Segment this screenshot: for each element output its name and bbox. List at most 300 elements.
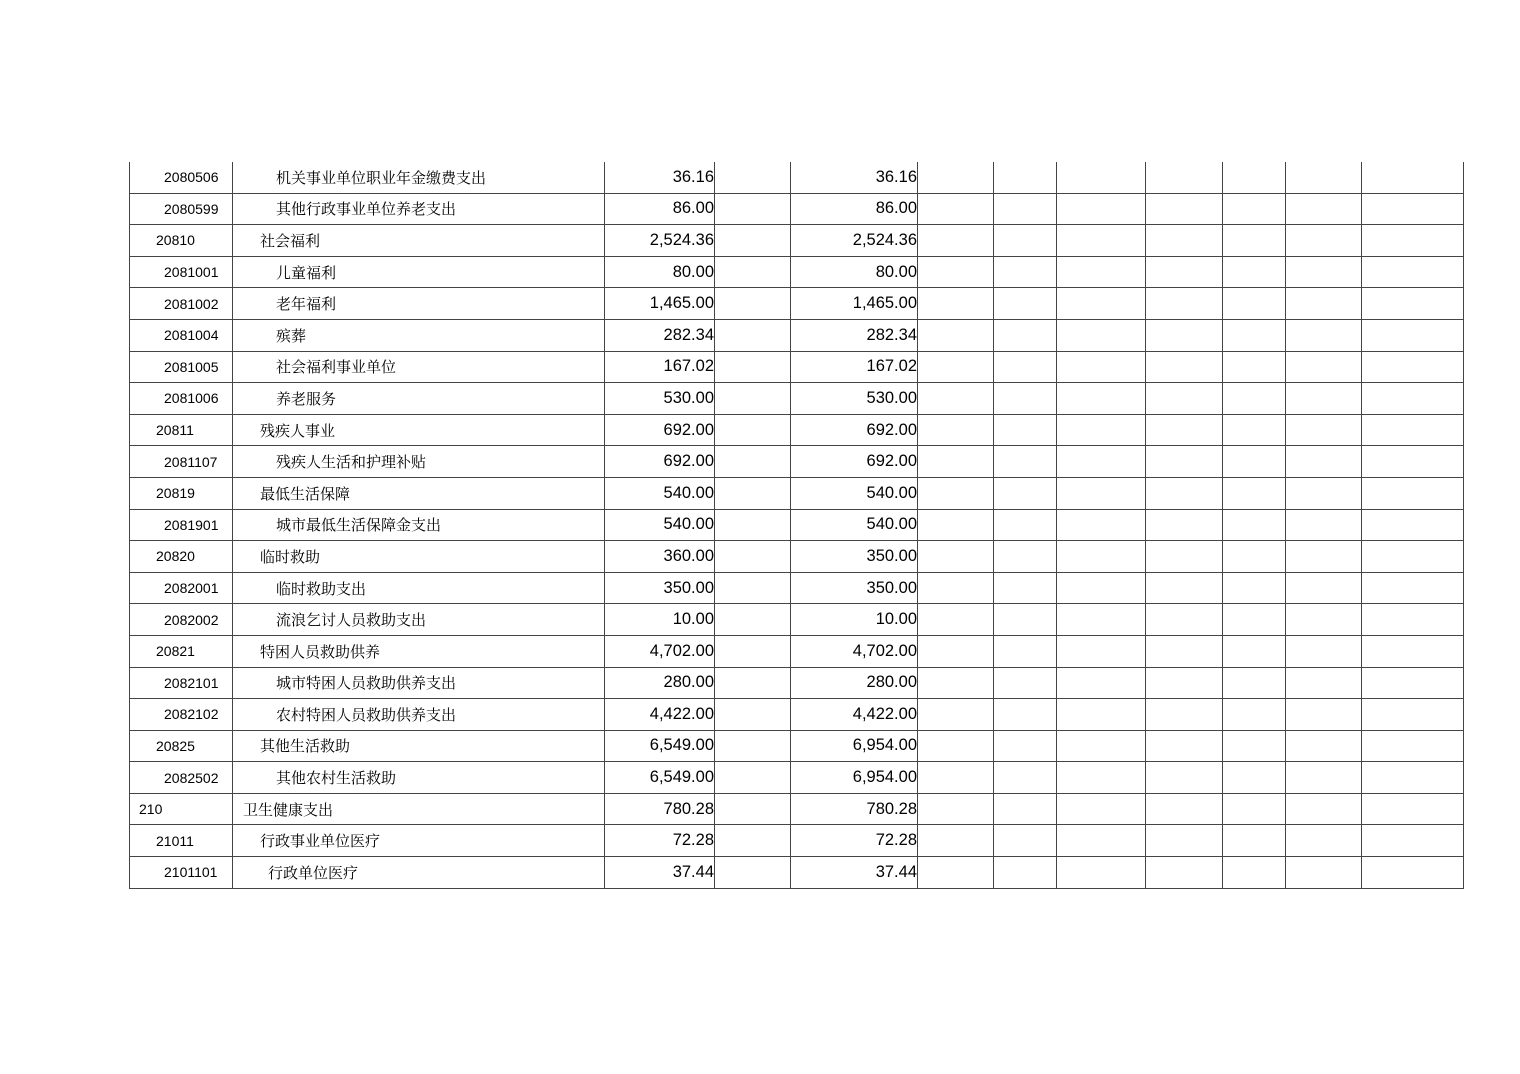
empty-cell bbox=[1286, 699, 1362, 731]
amount-total-cell: 4,422.00 bbox=[605, 699, 715, 731]
empty-cell bbox=[1223, 446, 1286, 478]
empty-cell bbox=[1286, 762, 1362, 794]
empty-cell bbox=[918, 162, 994, 193]
amount-total-cell: 4,702.00 bbox=[605, 635, 715, 667]
subject-code-cell: 2081006 bbox=[130, 383, 233, 415]
empty-cell bbox=[994, 825, 1057, 857]
amount-detail-cell: 530.00 bbox=[791, 383, 918, 415]
amount-detail-cell: 10.00 bbox=[791, 604, 918, 636]
amount-total-cell: 10.00 bbox=[605, 604, 715, 636]
empty-cell bbox=[1057, 256, 1146, 288]
empty-cell bbox=[1223, 635, 1286, 667]
empty-cell bbox=[994, 351, 1057, 383]
empty-cell bbox=[1286, 857, 1362, 889]
empty-cell bbox=[715, 351, 791, 383]
empty-cell bbox=[1057, 541, 1146, 573]
empty-cell bbox=[1286, 256, 1362, 288]
subject-code-cell: 2081005 bbox=[130, 351, 233, 383]
empty-cell bbox=[715, 256, 791, 288]
empty-cell bbox=[1286, 193, 1362, 225]
empty-cell bbox=[1362, 699, 1464, 731]
empty-cell bbox=[1362, 667, 1464, 699]
amount-total-cell: 540.00 bbox=[605, 477, 715, 509]
empty-cell bbox=[1223, 288, 1286, 320]
subject-code-cell: 2081901 bbox=[130, 509, 233, 541]
amount-detail-cell: 86.00 bbox=[791, 193, 918, 225]
empty-cell bbox=[918, 193, 994, 225]
empty-cell bbox=[994, 383, 1057, 415]
empty-cell bbox=[715, 825, 791, 857]
subject-code-cell: 20825 bbox=[130, 730, 233, 762]
empty-cell bbox=[1146, 383, 1223, 415]
empty-cell bbox=[918, 635, 994, 667]
subject-code-cell: 20810 bbox=[130, 225, 233, 257]
empty-cell bbox=[1286, 541, 1362, 573]
empty-cell bbox=[715, 319, 791, 351]
empty-cell bbox=[1362, 162, 1464, 193]
subject-code-cell: 2082002 bbox=[130, 604, 233, 636]
empty-cell bbox=[1223, 162, 1286, 193]
empty-cell bbox=[1057, 699, 1146, 731]
empty-cell bbox=[1286, 825, 1362, 857]
empty-cell bbox=[1057, 793, 1146, 825]
amount-detail-cell: 37.44 bbox=[791, 857, 918, 889]
empty-cell bbox=[994, 509, 1057, 541]
amount-total-cell: 37.44 bbox=[605, 857, 715, 889]
amount-detail-cell: 350.00 bbox=[791, 541, 918, 573]
empty-cell bbox=[715, 225, 791, 257]
amount-total-cell: 167.02 bbox=[605, 351, 715, 383]
table-row bbox=[130, 162, 1464, 193]
empty-cell bbox=[1223, 477, 1286, 509]
subject-name-cell: 临时救助 bbox=[233, 541, 605, 573]
empty-cell bbox=[1057, 162, 1146, 193]
empty-cell bbox=[1286, 477, 1362, 509]
empty-cell bbox=[1223, 762, 1286, 794]
empty-cell bbox=[715, 477, 791, 509]
empty-cell bbox=[1362, 319, 1464, 351]
empty-cell bbox=[1146, 699, 1223, 731]
empty-cell bbox=[1057, 825, 1146, 857]
empty-cell bbox=[1223, 730, 1286, 762]
table-row bbox=[130, 762, 1464, 794]
empty-cell bbox=[918, 319, 994, 351]
empty-cell bbox=[715, 572, 791, 604]
empty-cell bbox=[1146, 730, 1223, 762]
empty-cell bbox=[1223, 699, 1286, 731]
amount-total-cell: 540.00 bbox=[605, 509, 715, 541]
table-row bbox=[130, 477, 1464, 509]
table-row bbox=[130, 635, 1464, 667]
empty-cell bbox=[1057, 572, 1146, 604]
amount-detail-cell: 540.00 bbox=[791, 509, 918, 541]
subject-name-cell: 流浪乞讨人员救助支出 bbox=[233, 604, 605, 636]
empty-cell bbox=[994, 667, 1057, 699]
empty-cell bbox=[918, 793, 994, 825]
budget-expenditure-table bbox=[129, 162, 1464, 889]
table-row bbox=[130, 225, 1464, 257]
table-row bbox=[130, 383, 1464, 415]
empty-cell bbox=[1146, 793, 1223, 825]
empty-cell bbox=[1286, 604, 1362, 636]
empty-cell bbox=[994, 256, 1057, 288]
amount-detail-cell: 780.28 bbox=[791, 793, 918, 825]
table-row bbox=[130, 699, 1464, 731]
subject-name-cell: 残疾人生活和护理补贴 bbox=[233, 446, 605, 478]
empty-cell bbox=[1146, 193, 1223, 225]
empty-cell bbox=[1057, 193, 1146, 225]
subject-name-cell: 临时救助支出 bbox=[233, 572, 605, 604]
empty-cell bbox=[994, 635, 1057, 667]
empty-cell bbox=[918, 857, 994, 889]
amount-total-cell: 2,524.36 bbox=[605, 225, 715, 257]
empty-cell bbox=[1223, 572, 1286, 604]
empty-cell bbox=[918, 667, 994, 699]
subject-code-cell: 21011 bbox=[130, 825, 233, 857]
empty-cell bbox=[1362, 635, 1464, 667]
amount-detail-cell: 1,465.00 bbox=[791, 288, 918, 320]
subject-name-cell: 养老服务 bbox=[233, 383, 605, 415]
table-row bbox=[130, 288, 1464, 320]
table-row bbox=[130, 351, 1464, 383]
subject-name-cell: 残疾人事业 bbox=[233, 414, 605, 446]
amount-total-cell: 72.28 bbox=[605, 825, 715, 857]
subject-name-cell: 儿童福利 bbox=[233, 256, 605, 288]
empty-cell bbox=[994, 762, 1057, 794]
empty-cell bbox=[994, 793, 1057, 825]
empty-cell bbox=[1362, 825, 1464, 857]
empty-cell bbox=[1286, 509, 1362, 541]
amount-total-cell: 530.00 bbox=[605, 383, 715, 415]
empty-cell bbox=[715, 541, 791, 573]
empty-cell bbox=[994, 319, 1057, 351]
empty-cell bbox=[1057, 446, 1146, 478]
subject-name-cell: 其他生活救助 bbox=[233, 730, 605, 762]
subject-code-cell: 20820 bbox=[130, 541, 233, 573]
empty-cell bbox=[918, 825, 994, 857]
empty-cell bbox=[715, 162, 791, 193]
table-row bbox=[130, 193, 1464, 225]
empty-cell bbox=[1286, 446, 1362, 478]
amount-detail-cell: 2,524.36 bbox=[791, 225, 918, 257]
empty-cell bbox=[1286, 667, 1362, 699]
subject-code-cell: 20811 bbox=[130, 414, 233, 446]
empty-cell bbox=[1223, 509, 1286, 541]
empty-cell bbox=[1223, 256, 1286, 288]
empty-cell bbox=[1057, 288, 1146, 320]
empty-cell bbox=[918, 699, 994, 731]
subject-name-cell: 卫生健康支出 bbox=[233, 793, 605, 825]
empty-cell bbox=[715, 509, 791, 541]
empty-cell bbox=[918, 288, 994, 320]
empty-cell bbox=[1057, 667, 1146, 699]
empty-cell bbox=[994, 162, 1057, 193]
empty-cell bbox=[1057, 762, 1146, 794]
subject-name-cell: 其他行政事业单位养老支出 bbox=[233, 193, 605, 225]
empty-cell bbox=[1362, 446, 1464, 478]
amount-detail-cell: 6,954.00 bbox=[791, 730, 918, 762]
empty-cell bbox=[1146, 857, 1223, 889]
empty-cell bbox=[1057, 604, 1146, 636]
amount-detail-cell: 72.28 bbox=[791, 825, 918, 857]
empty-cell bbox=[1286, 730, 1362, 762]
empty-cell bbox=[1223, 604, 1286, 636]
table-row bbox=[130, 730, 1464, 762]
subject-code-cell: 2081002 bbox=[130, 288, 233, 320]
subject-name-cell: 特困人员救助供养 bbox=[233, 635, 605, 667]
empty-cell bbox=[994, 730, 1057, 762]
subject-name-cell: 社会福利事业单位 bbox=[233, 351, 605, 383]
empty-cell bbox=[1146, 635, 1223, 667]
empty-cell bbox=[1146, 225, 1223, 257]
empty-cell bbox=[994, 225, 1057, 257]
subject-name-cell: 城市最低生活保障金支出 bbox=[233, 509, 605, 541]
table-row bbox=[130, 572, 1464, 604]
empty-cell bbox=[1362, 256, 1464, 288]
empty-cell bbox=[918, 414, 994, 446]
empty-cell bbox=[1057, 730, 1146, 762]
empty-cell bbox=[1362, 414, 1464, 446]
amount-total-cell: 80.00 bbox=[605, 256, 715, 288]
amount-detail-cell: 282.34 bbox=[791, 319, 918, 351]
table-row bbox=[130, 667, 1464, 699]
empty-cell bbox=[918, 383, 994, 415]
empty-cell bbox=[715, 414, 791, 446]
empty-cell bbox=[1223, 667, 1286, 699]
subject-name-cell: 社会福利 bbox=[233, 225, 605, 257]
empty-cell bbox=[994, 572, 1057, 604]
subject-code-cell: 2080506 bbox=[130, 162, 233, 193]
empty-cell bbox=[918, 572, 994, 604]
empty-cell bbox=[918, 351, 994, 383]
table-row bbox=[130, 414, 1464, 446]
amount-detail-cell: 6,954.00 bbox=[791, 762, 918, 794]
empty-cell bbox=[715, 793, 791, 825]
empty-cell bbox=[994, 604, 1057, 636]
subject-name-cell: 机关事业单位职业年金缴费支出 bbox=[233, 162, 605, 193]
empty-cell bbox=[1286, 351, 1362, 383]
empty-cell bbox=[1223, 383, 1286, 415]
empty-cell bbox=[1223, 351, 1286, 383]
subject-code-cell: 2080599 bbox=[130, 193, 233, 225]
empty-cell bbox=[918, 509, 994, 541]
subject-name-cell: 殡葬 bbox=[233, 319, 605, 351]
empty-cell bbox=[1362, 793, 1464, 825]
empty-cell bbox=[1362, 857, 1464, 889]
empty-cell bbox=[1362, 730, 1464, 762]
empty-cell bbox=[1146, 446, 1223, 478]
amount-detail-cell: 692.00 bbox=[791, 414, 918, 446]
empty-cell bbox=[1223, 225, 1286, 257]
empty-cell bbox=[715, 383, 791, 415]
empty-cell bbox=[994, 477, 1057, 509]
empty-cell bbox=[994, 699, 1057, 731]
empty-cell bbox=[1286, 225, 1362, 257]
subject-code-cell: 210 bbox=[130, 793, 233, 825]
subject-code-cell: 2101101 bbox=[130, 857, 233, 889]
empty-cell bbox=[1362, 288, 1464, 320]
amount-total-cell: 692.00 bbox=[605, 446, 715, 478]
empty-cell bbox=[715, 762, 791, 794]
subject-code-cell: 20819 bbox=[130, 477, 233, 509]
empty-cell bbox=[1146, 509, 1223, 541]
empty-cell bbox=[715, 857, 791, 889]
empty-cell bbox=[1286, 793, 1362, 825]
subject-name-cell: 老年福利 bbox=[233, 288, 605, 320]
subject-name-cell: 最低生活保障 bbox=[233, 477, 605, 509]
amount-detail-cell: 80.00 bbox=[791, 256, 918, 288]
empty-cell bbox=[1286, 319, 1362, 351]
table-body bbox=[130, 162, 1464, 888]
empty-cell bbox=[1362, 541, 1464, 573]
empty-cell bbox=[1223, 414, 1286, 446]
empty-cell bbox=[1286, 414, 1362, 446]
subject-code-cell: 20821 bbox=[130, 635, 233, 667]
amount-total-cell: 780.28 bbox=[605, 793, 715, 825]
amount-detail-cell: 692.00 bbox=[791, 446, 918, 478]
empty-cell bbox=[994, 446, 1057, 478]
empty-cell bbox=[1286, 383, 1362, 415]
empty-cell bbox=[918, 762, 994, 794]
empty-cell bbox=[1223, 193, 1286, 225]
amount-total-cell: 86.00 bbox=[605, 193, 715, 225]
empty-cell bbox=[1223, 319, 1286, 351]
empty-cell bbox=[918, 256, 994, 288]
subject-code-cell: 2081004 bbox=[130, 319, 233, 351]
table-row bbox=[130, 793, 1464, 825]
empty-cell bbox=[715, 667, 791, 699]
subject-code-cell: 2082001 bbox=[130, 572, 233, 604]
empty-cell bbox=[1146, 319, 1223, 351]
empty-cell bbox=[1146, 541, 1223, 573]
empty-cell bbox=[1286, 572, 1362, 604]
empty-cell bbox=[715, 604, 791, 636]
amount-detail-cell: 350.00 bbox=[791, 572, 918, 604]
empty-cell bbox=[994, 541, 1057, 573]
empty-cell bbox=[1362, 193, 1464, 225]
empty-cell bbox=[715, 699, 791, 731]
amount-total-cell: 36.16 bbox=[605, 162, 715, 193]
empty-cell bbox=[1223, 793, 1286, 825]
empty-cell bbox=[1146, 288, 1223, 320]
empty-cell bbox=[1286, 635, 1362, 667]
empty-cell bbox=[715, 193, 791, 225]
empty-cell bbox=[715, 730, 791, 762]
amount-total-cell: 692.00 bbox=[605, 414, 715, 446]
table-row bbox=[130, 541, 1464, 573]
empty-cell bbox=[994, 414, 1057, 446]
empty-cell bbox=[918, 541, 994, 573]
empty-cell bbox=[1362, 572, 1464, 604]
empty-cell bbox=[994, 288, 1057, 320]
empty-cell bbox=[1057, 383, 1146, 415]
empty-cell bbox=[1362, 383, 1464, 415]
amount-total-cell: 360.00 bbox=[605, 541, 715, 573]
empty-cell bbox=[1146, 477, 1223, 509]
amount-detail-cell: 540.00 bbox=[791, 477, 918, 509]
subject-name-cell: 其他农村生活救助 bbox=[233, 762, 605, 794]
empty-cell bbox=[1223, 857, 1286, 889]
empty-cell bbox=[1362, 477, 1464, 509]
empty-cell bbox=[1057, 351, 1146, 383]
empty-cell bbox=[1286, 288, 1362, 320]
table-row bbox=[130, 319, 1464, 351]
empty-cell bbox=[1146, 162, 1223, 193]
empty-cell bbox=[715, 288, 791, 320]
empty-cell bbox=[1057, 635, 1146, 667]
amount-total-cell: 6,549.00 bbox=[605, 762, 715, 794]
empty-cell bbox=[1057, 414, 1146, 446]
subject-code-cell: 2081107 bbox=[130, 446, 233, 478]
table-row bbox=[130, 446, 1464, 478]
empty-cell bbox=[1146, 572, 1223, 604]
empty-cell bbox=[1057, 225, 1146, 257]
amount-detail-cell: 167.02 bbox=[791, 351, 918, 383]
empty-cell bbox=[994, 857, 1057, 889]
empty-cell bbox=[1362, 762, 1464, 794]
subject-name-cell: 农村特困人员救助供养支出 bbox=[233, 699, 605, 731]
table-row bbox=[130, 857, 1464, 889]
amount-detail-cell: 280.00 bbox=[791, 667, 918, 699]
subject-name-cell: 行政事业单位医疗 bbox=[233, 825, 605, 857]
empty-cell bbox=[994, 193, 1057, 225]
amount-detail-cell: 4,702.00 bbox=[791, 635, 918, 667]
empty-cell bbox=[1362, 509, 1464, 541]
amount-detail-cell: 4,422.00 bbox=[791, 699, 918, 731]
empty-cell bbox=[715, 635, 791, 667]
amount-total-cell: 1,465.00 bbox=[605, 288, 715, 320]
empty-cell bbox=[1146, 414, 1223, 446]
subject-code-cell: 2082102 bbox=[130, 699, 233, 731]
amount-total-cell: 350.00 bbox=[605, 572, 715, 604]
empty-cell bbox=[715, 446, 791, 478]
empty-cell bbox=[1057, 857, 1146, 889]
empty-cell bbox=[918, 604, 994, 636]
amount-total-cell: 282.34 bbox=[605, 319, 715, 351]
amount-total-cell: 6,549.00 bbox=[605, 730, 715, 762]
empty-cell bbox=[1146, 762, 1223, 794]
empty-cell bbox=[1362, 351, 1464, 383]
empty-cell bbox=[1057, 319, 1146, 351]
empty-cell bbox=[1362, 604, 1464, 636]
subject-code-cell: 2082101 bbox=[130, 667, 233, 699]
empty-cell bbox=[1223, 541, 1286, 573]
subject-code-cell: 2081001 bbox=[130, 256, 233, 288]
amount-total-cell: 280.00 bbox=[605, 667, 715, 699]
table-row bbox=[130, 825, 1464, 857]
empty-cell bbox=[918, 225, 994, 257]
subject-name-cell: 行政单位医疗 bbox=[233, 857, 605, 889]
empty-cell bbox=[1286, 162, 1362, 193]
table-row bbox=[130, 509, 1464, 541]
empty-cell bbox=[1146, 825, 1223, 857]
subject-name-cell: 城市特困人员救助供养支出 bbox=[233, 667, 605, 699]
subject-code-cell: 2082502 bbox=[130, 762, 233, 794]
empty-cell bbox=[918, 477, 994, 509]
empty-cell bbox=[1146, 351, 1223, 383]
empty-cell bbox=[1057, 509, 1146, 541]
empty-cell bbox=[1223, 825, 1286, 857]
table-row bbox=[130, 604, 1464, 636]
empty-cell bbox=[918, 730, 994, 762]
empty-cell bbox=[1146, 256, 1223, 288]
empty-cell bbox=[1362, 225, 1464, 257]
table-row bbox=[130, 256, 1464, 288]
empty-cell bbox=[1146, 604, 1223, 636]
amount-detail-cell: 36.16 bbox=[791, 162, 918, 193]
empty-cell bbox=[1146, 667, 1223, 699]
empty-cell bbox=[918, 446, 994, 478]
